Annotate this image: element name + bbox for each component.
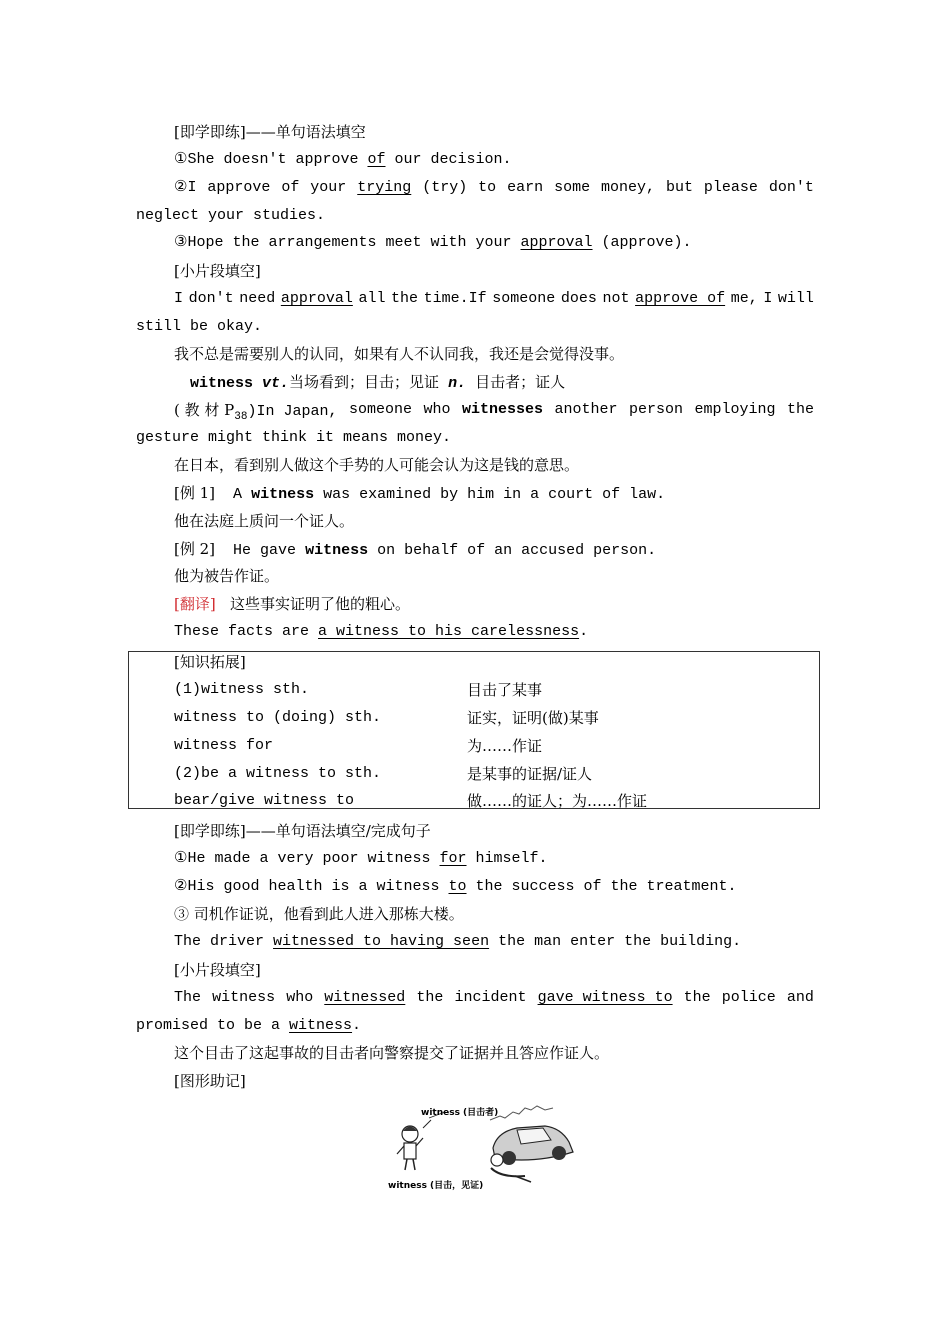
example-1-translation: 他在法庭上质问一个证人。 (174, 512, 355, 530)
extension-row-cn: 为……作证 (467, 737, 543, 755)
extension-row-en: (2)be a witness to sth. (174, 765, 382, 782)
textbook-example: ( 教 材 $P_{38})In$ Japan, someone who witnesses another person employing the (174, 401, 814, 423)
extension-row-en: (1)witness sth. (174, 681, 310, 698)
fragment-text: I don't need approval all the time.If someone does not approve of me, I will (174, 288, 814, 310)
exercise-heading: [即学即练]——单句语法填空 (174, 123, 366, 141)
extension-row-en: bear/give witness to (174, 792, 355, 809)
extension-row-en: witness to (doing) sth. (174, 709, 382, 726)
extension-row-cn: 做……的证人；为……作证 (467, 792, 648, 810)
answer: gave witness to (537, 989, 673, 1006)
translation-task: [翻译] 这些事实证明了他的粗心。 (174, 595, 411, 613)
extension-heading: [知识拓展] (174, 653, 246, 671)
answer: for (439, 850, 467, 867)
memory-illustration (385, 1098, 605, 1192)
fragment-text: The witness who witnessed the incident gave witness to the police and (174, 987, 814, 1009)
answer: witnessed to having seen (273, 933, 490, 950)
exercise-sentence-2: ②I approve of your trying (try) to earn some money, but please don't (174, 177, 814, 199)
answer: approval (280, 290, 353, 307)
example-2-translation: 他为被告作证。 (174, 567, 280, 585)
fragment-heading: [小片段填空] (174, 961, 261, 979)
answer: a witness to his carelessness (318, 623, 580, 640)
figure-label-verb: witness (目击，见证) (388, 1181, 484, 1191)
exercise-sentence-1: ①She doesn't approve of our decision. (174, 151, 512, 168)
exercise-sentence-2-cont: neglect your studies. (136, 207, 326, 224)
extension-row-cn: 目击了某事 (467, 681, 543, 699)
fragment-heading: [小片段填空] (174, 262, 261, 280)
answer: of (367, 151, 386, 168)
exercise-sentence-3: ③ 司机作证说，他看到此人进入那栋大楼。 (174, 905, 464, 923)
extension-row-cn: 是某事的证据/证人 (467, 765, 593, 783)
exercise-sentence-2: ②His good health is a witness to the success of the treatment. (174, 878, 737, 895)
example-1: [例 1] A witness was examined by him in a court of law. (174, 484, 666, 503)
exercise-sentence-3-answer: The driver witnessed to having seen the man enter the building. (174, 933, 742, 950)
knowledge-extension-box (128, 651, 820, 809)
headword: witness (190, 375, 254, 392)
vocab-entry: witness vt.当场看到；目击；见证 n. 目击者；证人 (190, 373, 566, 392)
exercise-sentence-3: ③Hope the arrangements meet with your approval (approve). (174, 234, 692, 251)
extension-row-en: witness for (174, 737, 274, 754)
fragment-text-cont: still be okay. (136, 318, 263, 335)
answer: witnessed (324, 989, 406, 1006)
answer: trying (357, 179, 412, 196)
fragment-translation: 这个目击了这起事故的目击者向警察提交了证据并且答应作证人。 (174, 1044, 610, 1062)
fragment-text-cont: promised to be a witness. (136, 1017, 362, 1034)
textbook-translation: 在日本，看到别人做这个手势的人可能会认为这是钱的意思。 (174, 456, 580, 474)
extension-row-cn: 证实，证明(做)某事 (467, 709, 599, 727)
answer: to (448, 878, 467, 895)
exercise-sentence-1: ①He made a very poor witness for himself. (174, 850, 548, 867)
translation-answer: These facts are a witness to his carelessness. (174, 623, 589, 640)
figure-heading: [图形助记] (174, 1072, 246, 1090)
translation-label: [翻译] (174, 595, 216, 613)
fragment-translation: 我不总是需要别人的认同，如果有人不认同我，我还是会觉得没事。 (174, 345, 625, 363)
answer: witness (289, 1017, 353, 1034)
figure-label-noun: witness (目击者) (421, 1108, 499, 1118)
textbook-example-cont: gesture might think it means money. (136, 429, 452, 446)
answer: approve of (635, 290, 726, 307)
exercise-heading: [即学即练]——单句语法填空/完成句子 (174, 822, 431, 840)
example-2: [例 2] He gave witness on behalf of an accused person. (174, 540, 657, 559)
answer: approval (520, 234, 593, 251)
